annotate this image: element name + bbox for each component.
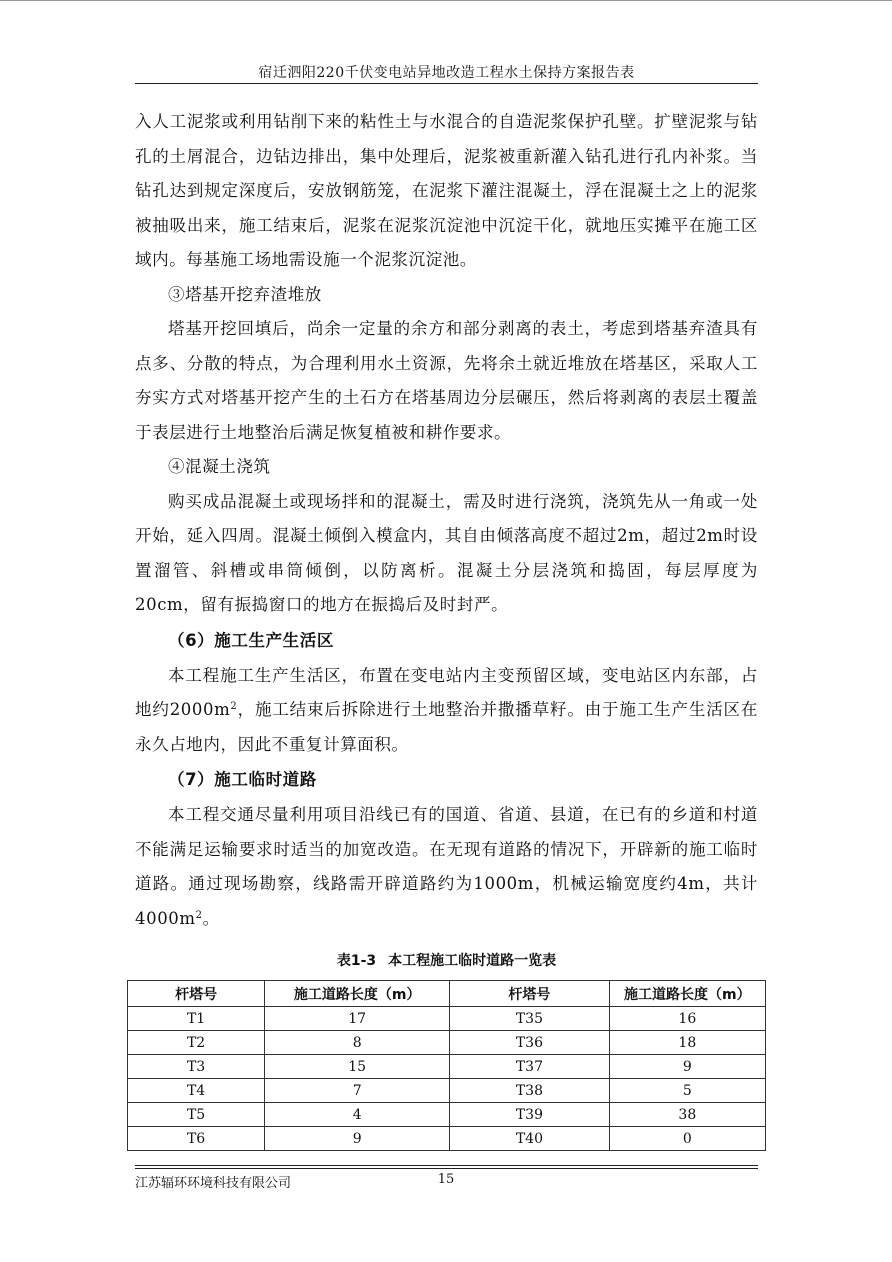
paragraph-living-area: 本工程施工生产生活区，布置在变电站内主变预留区域，变电站区内东部，占地约$2000m^2$，施工结束后拆除进行土地整治并撒播草籽。由于施工生产生活区在永久占地内，因此不重复计算面积。 bbox=[135, 665, 759, 754]
paragraph-mud-wall: 入人工泥浆或利用钻削下来的粘性土与水混合的自造泥浆保护孔壁。扩壁泥浆与钻孔的土屑混合，边钻边排出，集中处理后，泥浆被重新灌入钻孔进行孔内补浆。当钻孔达到规定深度后，安放钢筋笼，在泥浆下灌注混凝土，浮在混凝土之上的泥浆被抽吸出来，施工结束后，泥浆在泥浆沉淀池中沉淀干化，就地压实摊平在施工区域内。每基施工场地需设施一个泥浆沉淀池。 bbox=[135, 112, 758, 269]
page-header-title: 宿迁泗阳220千伏变电站异地改造工程水土保持方案报告表 bbox=[258, 65, 635, 81]
table-row bbox=[128, 1007, 766, 1031]
table-cell: T2 bbox=[128, 1031, 265, 1055]
section-heading-temp-road: （7）施工临时道路 bbox=[168, 770, 317, 789]
paragraph-temp-road: 本工程交通尽量利用项目沿线已有的国道、省道、县道，在已有的乡道和村道不能满足运输要求时适当的加宽改造。在无现有道路的情况下，开辟新的施工临时道路。通过现场勘察，线路需开辟道路约为1000m，机械运输宽度约4m，共计$4000m^2$。 bbox=[135, 805, 758, 928]
table-cell: T37 bbox=[450, 1055, 610, 1079]
table-cell: 7 bbox=[265, 1079, 450, 1103]
table-cell: T38 bbox=[450, 1079, 610, 1103]
header-road-length-2: 施工道路长度（m） bbox=[609, 981, 765, 1007]
table-row bbox=[128, 1031, 766, 1055]
table-cell: 8 bbox=[265, 1031, 450, 1055]
table-cell: T4 bbox=[128, 1079, 265, 1103]
table-cell: 38 bbox=[609, 1103, 765, 1127]
footer-rule-bottom bbox=[135, 1168, 758, 1169]
table-cell: 5 bbox=[609, 1079, 765, 1103]
table-cell: 15 bbox=[265, 1055, 450, 1079]
table-row bbox=[128, 1055, 766, 1079]
page-number: 15 bbox=[437, 1172, 455, 1187]
footer-company: 江苏辐环环境科技有限公司 bbox=[135, 1176, 292, 1191]
temp-road-table bbox=[127, 980, 766, 1151]
footer-rule-top bbox=[135, 1165, 758, 1166]
table-cell: 9 bbox=[609, 1055, 765, 1079]
header-rule bbox=[135, 83, 758, 84]
table-cell: 4 bbox=[265, 1103, 450, 1127]
table-cell: 17 bbox=[265, 1007, 450, 1031]
subheading-concrete-pouring: ④混凝土浇筑 bbox=[168, 457, 271, 476]
page-top-border bbox=[0, 0, 892, 1]
header-road-length-1: 施工道路长度（m） bbox=[265, 981, 450, 1007]
paragraph-concrete-pouring: 购买成品混凝土或现场拌和的混凝土，需及时进行浇筑，浇筑先从一角或一处开始，延入四周。混凝土倾倒入模盒内，其自由倾落高度不超过2m，超过2m时设置溜管、斜槽或串筒倾倒，以防离析。混凝土分层浇筑和捣固，每层厚度为20cm，留有振捣窗口的地方在振捣后及时封严。 bbox=[135, 491, 758, 614]
subheading-spoil-stacking: ③塔基开挖弃渣堆放 bbox=[168, 284, 322, 304]
table-caption-number: 表1-3 bbox=[336, 953, 377, 969]
header-tower-no-2: 杆塔号 bbox=[450, 981, 610, 1007]
table-cell: T39 bbox=[450, 1103, 610, 1127]
table-cell: T3 bbox=[128, 1055, 265, 1079]
table-row bbox=[128, 1103, 766, 1127]
table-row bbox=[128, 1127, 766, 1151]
table-header-row bbox=[128, 981, 766, 1007]
table-cell: 9 bbox=[265, 1127, 450, 1151]
table-row bbox=[128, 1079, 766, 1103]
table-cell: T35 bbox=[450, 1007, 610, 1031]
header-tower-no-1: 杆塔号 bbox=[128, 981, 265, 1007]
table-cell: T36 bbox=[450, 1031, 610, 1055]
table-cell: 18 bbox=[609, 1031, 765, 1055]
table-cell: 16 bbox=[609, 1007, 765, 1031]
paragraph-spoil-stacking: 塔基开挖回填后，尚余一定量的余方和部分剥离的表土，考虑到塔基弃渣具有点多、分散的特点，为合理利用水土资源，先将余土就近堆放在塔基区，采取人工夯实方式对塔基开挖产生的土石方在塔基周边分层碾压，然后将剥离的表层土覆盖于表层进行土地整治后满足恢复植被和耕作要求。 bbox=[135, 319, 758, 442]
body-text bbox=[135, 105, 758, 936]
table-cell: 0 bbox=[609, 1127, 765, 1151]
table-cell: T40 bbox=[450, 1127, 610, 1151]
table-cell: T5 bbox=[128, 1103, 265, 1127]
table-caption bbox=[127, 950, 766, 970]
table-cell: T1 bbox=[128, 1007, 265, 1031]
table-cell: T6 bbox=[128, 1127, 265, 1151]
table-caption-text: 本工程施工临时道路一览表 bbox=[388, 953, 557, 969]
section-heading-living-area: （6）施工生产生活区 bbox=[168, 630, 334, 650]
